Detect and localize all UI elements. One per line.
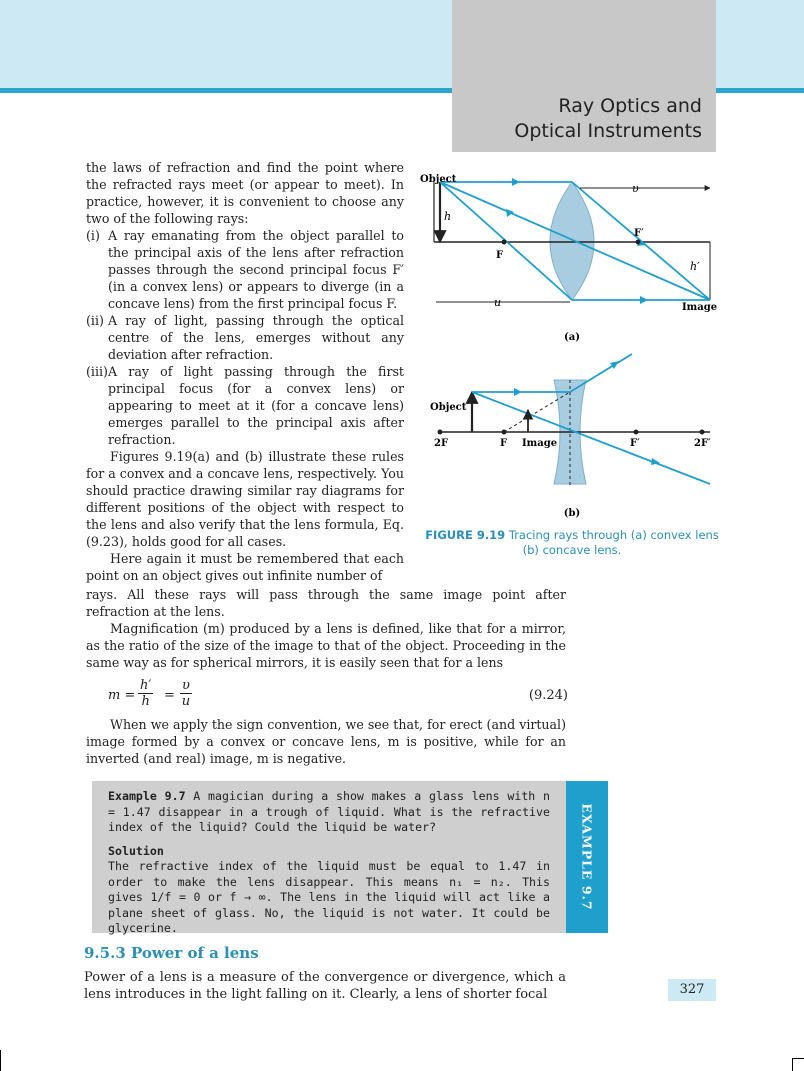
focus-f2-point — [636, 240, 641, 245]
crop-mark — [792, 1058, 804, 1059]
label-u: u — [494, 296, 502, 309]
solution-title: Solution — [108, 843, 164, 858]
convex-lens — [550, 182, 594, 300]
paragraph: Power of a lens is a measure of the convergence or divergence, which a lens introduces in the light falling on it. Clearly, a lens of shorter focal — [84, 970, 566, 1002]
list-text: A ray of light, passing through the optical centre of the lens, emerges without any deviation after refraction. — [108, 313, 404, 362]
point-f — [502, 430, 507, 435]
arrowhead — [640, 296, 648, 304]
full-width-text-2 — [86, 716, 566, 767]
solution-text: The refractive index of the liquid must be equal to 1.47 in order to make the lens disappear. This means n₁ = n₂. This gives 1/f = 0 or f → ∞. The lens in the liquid will act like a plane sheet of glass. No, the liquid is not water. It could be glycerine. — [108, 859, 550, 935]
chapter-title-line1: Ray Optics and — [558, 95, 702, 117]
label-h: h — [444, 210, 452, 223]
label-f-a: F — [496, 250, 504, 261]
figure-9-19 — [420, 160, 730, 525]
paragraph: Here again it must be remembered that each point on an object gives out infinite number of — [86, 551, 404, 583]
equation-9-24 — [108, 678, 568, 714]
diagram-b-concave — [430, 354, 711, 519]
label-object-a: Object — [420, 174, 457, 185]
ray-centre-b — [472, 392, 710, 484]
label-object-b: Object — [430, 402, 467, 413]
eq-den2: u — [181, 694, 191, 709]
crop-mark — [0, 1050, 1, 1071]
label-2f2: 2F′ — [694, 438, 711, 449]
list-item — [86, 227, 404, 312]
equation-number: (9.24) — [528, 688, 568, 703]
point-f2 — [634, 430, 639, 435]
eq-sign: = — [164, 688, 175, 703]
section-text — [84, 969, 566, 1003]
example-side-label — [566, 781, 608, 933]
label-image-b: Image — [522, 438, 558, 449]
full-width-text — [86, 586, 566, 671]
label-b: (b) — [563, 508, 581, 519]
paragraph: rays. All these rays will pass through the same image point after refraction at the lens. — [86, 587, 566, 619]
list-item — [86, 363, 404, 448]
example-side-text: EXAMPLE 9.7 — [579, 803, 595, 911]
ray-diverging-b — [570, 354, 632, 392]
label-h2: h′ — [690, 260, 700, 273]
section-heading: 9.5.3 Power of a lens — [84, 944, 259, 962]
fraction-v — [180, 678, 192, 709]
label-a: (a) — [564, 332, 580, 343]
label-image-a: Image — [682, 302, 718, 313]
label-2f: 2F — [434, 438, 449, 449]
example-question-text: A magician during a show makes a glass lens with n = 1.47 disappear in a trough of liquid. What is the refractive index of the liquid? Could the liquid be water? — [108, 789, 551, 834]
eq-den1: h — [141, 694, 150, 709]
figure-caption — [424, 528, 720, 558]
arrowhead — [512, 178, 520, 186]
example-question — [108, 789, 550, 836]
fraction-h — [138, 678, 153, 709]
paragraph: Magnification (m) produced by a lens is defined, like that for a mirror, as the ratio of the size of the image to that of the object. Proceeding in the same way as for spherical mirrors, it is easily seen that for a lens — [86, 621, 566, 670]
eq-num2: υ — [182, 678, 190, 693]
list-marker: (ii) — [86, 313, 104, 328]
chapter-title-box — [452, 0, 716, 152]
list-text: A ray emanating from the object parallel to the principal axis of the lens after refraction passes through the second principal focus F′ (in a convex lens) or appears to diverge (in a concave lens) from the first principal focus F. — [108, 228, 404, 311]
eq-lhs: m = — [108, 688, 136, 703]
eq-num1: h′ — [140, 678, 152, 693]
crop-mark — [792, 1058, 793, 1071]
list-text: A ray of light passing through the first principal focus (for a convex lens) or appearing to meet at it (for a concave lens) emerges parallel to the principal axis after refraction. — [108, 364, 404, 447]
label-f2-b: F′ — [630, 438, 640, 449]
arrowhead — [610, 361, 619, 369]
paragraph: Figures 9.19(a) and (b) illustrate these rules for a convex and a concave lens, respectively. You should practice drawing similar ray diagrams for different positions of the object with respect to the lens and also verify that the lens formula, Eq. (9.23), holds good for all cases. — [86, 449, 404, 549]
caption-label: FIGURE 9.19 — [425, 528, 506, 542]
caption-text: Tracing rays through (a) convex lens (b) concave lens. — [505, 528, 719, 557]
paragraph: the laws of refraction and find the point where the refracted rays meet (or appear to meet). In practice, however, it is convenient to choose any two of the following rays: — [86, 160, 404, 226]
arrowhead — [514, 388, 522, 396]
focus-f-point — [502, 240, 507, 245]
label-f2-a: F′ — [634, 228, 644, 239]
diagram-a-convex — [420, 174, 717, 343]
paragraph: When we apply the sign convention, we see that, for erect (and virtual) image formed by a convex or concave lens, m is positive, while for an inverted (and real) image, m is negative. — [86, 717, 566, 766]
point-2f2 — [700, 430, 705, 435]
example-body — [108, 789, 550, 937]
chapter-title — [514, 94, 702, 144]
example-title: Example 9.7 — [108, 789, 186, 803]
label-v: υ — [632, 182, 639, 195]
list-marker: (i) — [86, 228, 100, 243]
left-column-text — [86, 159, 404, 584]
chapter-title-line2: Optical Instruments — [514, 120, 702, 142]
page-number: 327 — [668, 979, 716, 1001]
list-marker: (iii) — [86, 364, 108, 379]
point-2f — [438, 430, 443, 435]
label-f-b: F — [500, 438, 508, 449]
list-item — [86, 312, 404, 363]
